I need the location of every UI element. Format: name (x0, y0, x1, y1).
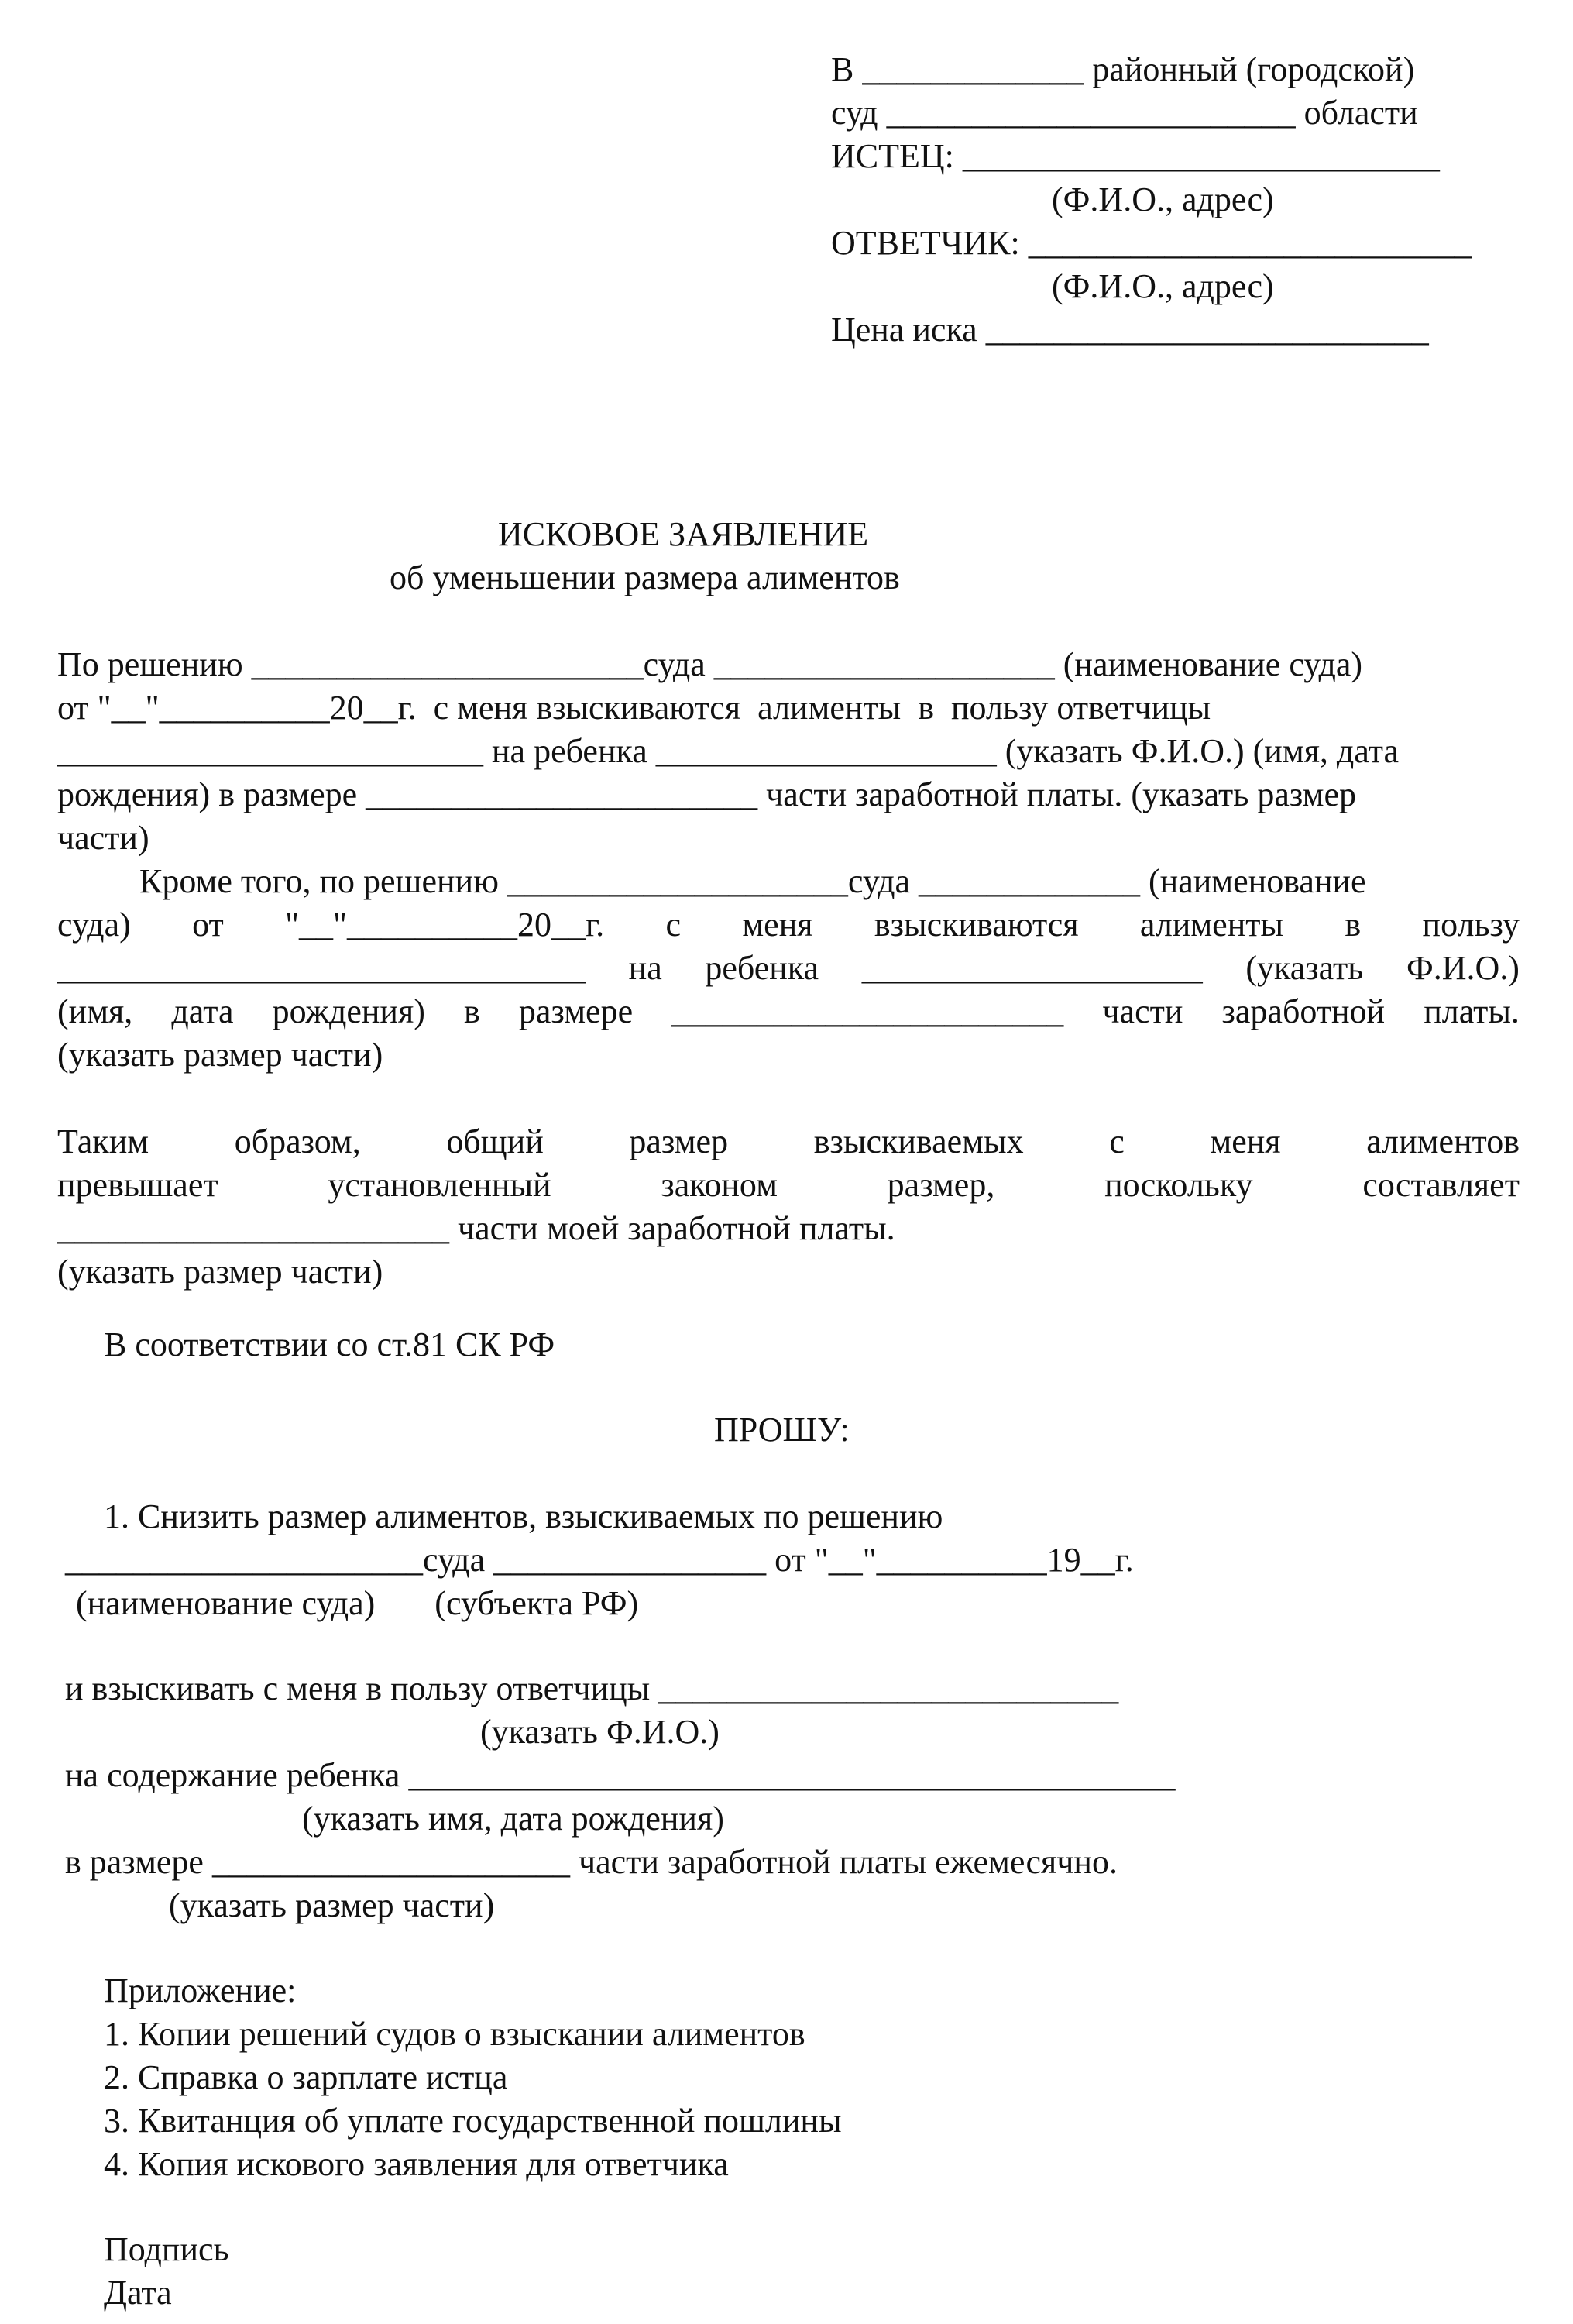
word: Таким (57, 1122, 149, 1160)
word: размер (629, 1122, 729, 1160)
paragraph3-line1 (57, 1120, 1520, 1164)
paragraph1-line1: По решению _______________________суда ____________________ (наименование суда) (57, 645, 1363, 683)
court-line-2: суд ________________________ области (831, 94, 1418, 132)
court-line-1: В _____________ районный (городской) (831, 50, 1415, 88)
paragraph3-line2 (57, 1164, 1520, 1207)
word: Ф.И.О.) (1406, 949, 1520, 987)
word: пользу (1422, 906, 1520, 944)
word: от (192, 906, 224, 944)
paragraph1-line4: рождения) в размере _______________________ части заработной платы. (указать размер (57, 775, 1357, 813)
word: заработной (1221, 992, 1386, 1030)
attachment-item: 3. Квитанция об уплате государственной пошлины (104, 2102, 842, 2140)
signature-label: Подпись (104, 2230, 229, 2268)
word: в (1345, 906, 1362, 944)
word: ребенка (705, 949, 819, 987)
paragraph2-line3 (57, 947, 1520, 990)
word: "__"__________20__г. (285, 906, 605, 944)
request-court-hint: (наименование суда) (субъекта РФ) (76, 1584, 639, 1622)
attachment-item: 2. Справка о зарплате истца (104, 2058, 508, 2096)
attachments-heading: Приложение: (104, 1972, 297, 2009)
request-court-line: _____________________суда ________________ от "__"__________19__г. (65, 1541, 1134, 1579)
word: рождения) (272, 992, 425, 1030)
word: составляет (1362, 1166, 1520, 1204)
word: (имя, (57, 992, 133, 1030)
paragraph3-line4: (указать размер части) (57, 1253, 383, 1291)
word: _______________________ (671, 992, 1064, 1030)
word: общий (446, 1122, 544, 1160)
attachment-item: 4. Копия искового заявления для ответчика (104, 2145, 729, 2183)
legal-basis: В соответствии со ст.81 СК РФ (104, 1325, 555, 1363)
word: части (1102, 992, 1183, 1030)
word: дата (171, 992, 234, 1030)
word: превышает (57, 1166, 218, 1204)
word: алиментов (1366, 1122, 1520, 1160)
claim-price-line: Цена иска __________________________ (831, 311, 1429, 349)
word: алименты (1139, 906, 1284, 944)
word: _______________________________ (57, 949, 586, 987)
word: поскольку (1104, 1166, 1253, 1204)
paragraph2-line2 (57, 903, 1520, 947)
paragraph2-line1: Кроме того, по решению ____________________суда _____________ (наименование (139, 862, 1366, 900)
word: взыскиваемых (813, 1122, 1024, 1160)
word: меня (742, 906, 813, 944)
paragraph1-line3: _________________________ на ребенка ____________________ (указать Ф.И.О.) (имя, дата (57, 732, 1400, 770)
paragraph2-line5: (указать размер части) (57, 1036, 383, 1074)
attachment-item: 1. Копии решений судов о взыскании алиментов (104, 2015, 805, 2053)
word: суда) (57, 906, 131, 944)
paragraph1-line2: от "__"__________20__г. с меня взыскиваются алименты в пользу ответчицы (57, 689, 1211, 727)
word: ____________________ (861, 949, 1203, 987)
word: в (464, 992, 480, 1030)
defendant-hint: (Ф.И.О., адрес) (1052, 267, 1274, 305)
request-child-hint: (указать имя, дата рождения) (302, 1800, 724, 1838)
request-payee-line: и взыскивать с меня в пользу ответчицы ___________________________ (65, 1669, 1119, 1707)
plaintiff-line: ИСТЕЦ: ____________________________ (831, 137, 1440, 175)
request-amount-hint: (указать размер части) (169, 1886, 495, 1924)
word: с (665, 906, 681, 944)
document-subtitle: об уменьшении размера алиментов (390, 559, 900, 596)
word: с (1109, 1122, 1125, 1160)
date-label: Дата (104, 2274, 172, 2312)
request-heading: ПРОШУ: (714, 1411, 850, 1449)
document-title: ИСКОВОЕ ЗАЯВЛЕНИЕ (498, 515, 869, 553)
request-child-line: на содержание ребенка _____________________________________________ (65, 1756, 1176, 1794)
word: установленный (328, 1166, 551, 1204)
word: образом, (234, 1122, 361, 1160)
paragraph3-line3: _______________________ части моей заработной платы. (57, 1209, 895, 1247)
request-amount-line: в размере _____________________ части заработной платы ежемесячно. (65, 1843, 1118, 1881)
word: платы. (1424, 992, 1520, 1030)
paragraph2-line4 (57, 990, 1520, 1033)
word: взыскиваются (874, 906, 1079, 944)
word: законом (661, 1166, 778, 1204)
word: меня (1210, 1122, 1281, 1160)
defendant-line: ОТВЕТЧИК: __________________________ (831, 224, 1472, 262)
plaintiff-hint: (Ф.И.О., адрес) (1052, 180, 1274, 218)
word: размере (518, 992, 634, 1030)
word: размер, (887, 1166, 995, 1204)
word: (указать (1245, 949, 1364, 987)
request-item1: 1. Снизить размер алиментов, взыскиваемых по решению (104, 1497, 943, 1535)
paragraph1-line5: части) (57, 819, 149, 857)
word: на (628, 949, 662, 987)
request-payee-hint: (указать Ф.И.О.) (480, 1713, 720, 1751)
